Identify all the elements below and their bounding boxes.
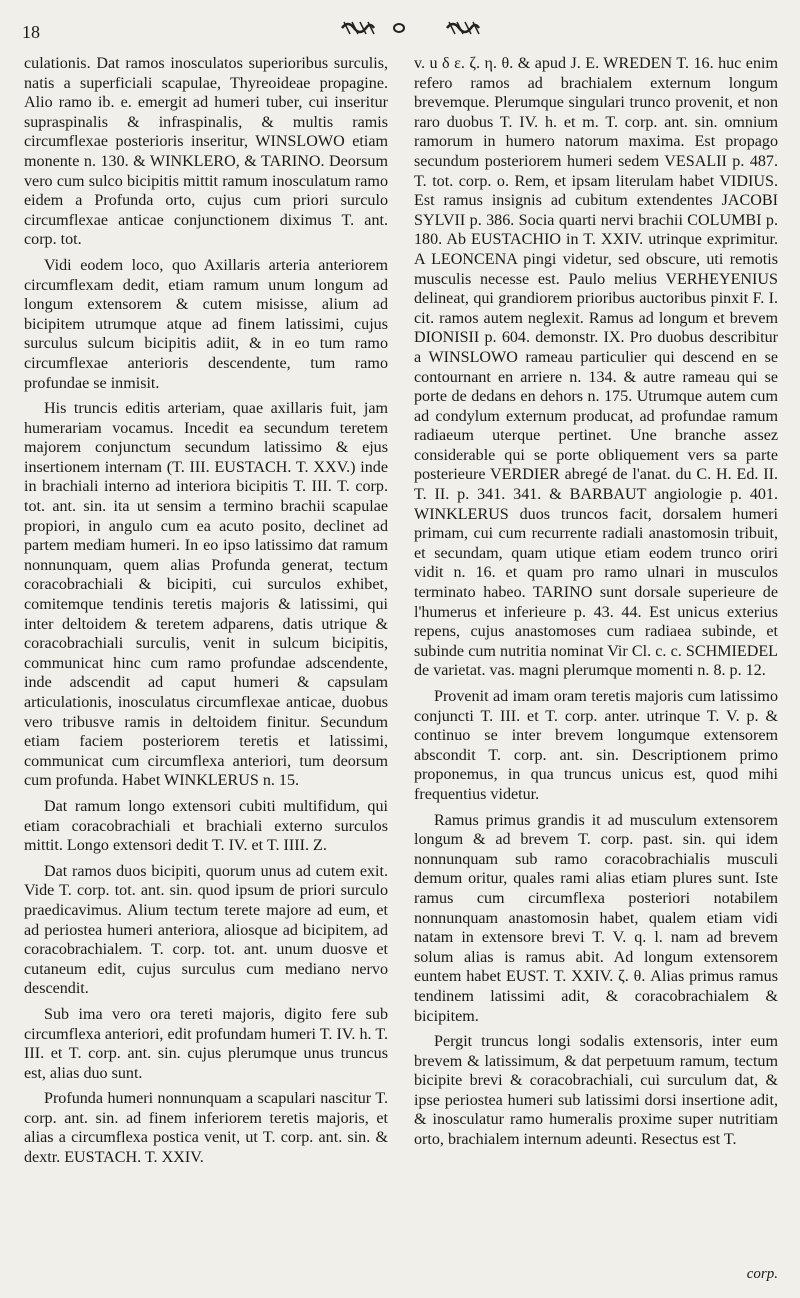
right-paragraph-2: Provenit ad imam oram teretis majoris cum latissimo conjuncti T. III. et T. corp. anter. utrinque T. V. p. & continuo se inter brevem longumque extensorem abscondit T. corp. ant. sin. Descriptionem primo proponemus, in qua truncus unicus est, quod mihi frequentius videtur. bbox=[414, 688, 778, 803]
right-paragraph-3: Ramus primus grandis it ad musculum extensorem longum & ad brevem T. corp. past. sin. qui idem nonnunquam sub ramo coracobrachialis musculi demum oritur, quales rami alias etiam plures sunt. Iste ramus cum circumflexa posteriori notabilem nonnunquam anastomosin habet, qualem etiam vidi natam in extensore brevi T. V. q. l. nam ad brevem solum alias is ramus abit. Ad longum extensorem euntem habet EUST. T. XXIV. ζ. θ. Alias primus ramus tendinem latissimi adit, & coracobrachialem & bicipitem. bbox=[414, 811, 778, 1025]
left-text-column bbox=[24, 54, 388, 1174]
right-text-column bbox=[414, 54, 778, 1156]
printer-ornament-center bbox=[392, 22, 406, 34]
catchword: corp. bbox=[746, 1266, 778, 1282]
left-paragraph-1: culationis. Dat ramos inosculatos superioribus surculis, natis a superficiali scapulae, Thyreoideae propagine. Alio ramo ib. e. emergit ad humeri tuber, cui inseritur supraspinalis & infraspinalis, & multis ramis circumflexae posterioris inseritur, WINSLOWO etiam monente n. 130. & WINKLERO, & TARINO. Deorsum vero cum sulco bicipitis mittit ramum inosculatum ramo eidem a Profunda orto, cujus cum priori surculo circumflexae anticae conjunctionem diximus T. ant. corp. tot. bbox=[24, 55, 388, 249]
left-paragraph-3: His truncis editis arteriam, quae axillaris fuit, jam humerariam vocamus. Incedit ea secundum teretem majorem conjunctum secundum latissimo & ejus insertionem internam (T. III. EUSTACH. T. XXV.) inde in brachiali interno ad interiora bicipitis T. III. T. corp. tot. ant. sin. ita ut sensim a termino brachii scapulae propiori, in angulo cum ea acuto posito, declinet ad partem mediam humeri. In eo ipso latissimo dat ramum nonnunquam, quem alias Profunda generat, tectum coracobrachiali & bicipiti, cui surculos exhibet, comitemque tendinis teretis majoris & latissimi, qui inter deltoidem & teretem adparens, datis utrique & coracobrachiali surculis, venit in sulcum bicipitis, communicat hinc cum ramo profundae adscendente, inde adscendit ad caput humeri & capsulam articulationis, inosculatus circumflexae anticae, duobus vero tribusve ramis in deltoidem finitur. Secundum etiam faciem posteriorem teretis et latissimi, communicat cum circumflexa anteriori, tum deorsum cum profunda. Habet WINKLERUS n. 15. bbox=[24, 400, 388, 790]
right-paragraph-4: Pergit truncus longi sodalis extensoris, inter eum brevem & latissimum, & dat perpetuum ramum, tectum bicipite brevi & coracobrachiali, cui surculum dat, & ipse periostea humeri sub latissimi dorsi insertione adit, & inosculatur ramo humeralis proxime super nutritiam orto, brachialem internum adeunti. Resectus est T. bbox=[414, 1033, 778, 1149]
left-paragraph-4: Dat ramum longo extensori cubiti multifidum, qui etiam coracobrachiali et brachiali externo surculos mittit. Longo extensori dedit T. IV. et T. IIII. Z. bbox=[24, 797, 388, 855]
printer-ornament-right bbox=[445, 18, 481, 38]
printer-ornament-left bbox=[340, 18, 376, 38]
left-paragraph-2: Vidi eodem loco, quo Axillaris arteria anteriorem circumflexam dedit, etiam ramum unum longum ad longum extensorem & cutem misisse, alium ad bicipitem utrumque atque ad finem latissimi, cujus surculus sulcum bicipitis adiit, & in eo tum ramo circumflexae anterioris descendente, tum ramo profundae se inmisit. bbox=[24, 256, 388, 392]
page-number: 18 bbox=[22, 22, 40, 42]
right-paragraph-1: v. u δ ε. ζ. η. θ. & apud J. E. WREDEN T. 16. huc enim refero ramos ad brachialem externum longum brevemque. Plerumque singulari trunco provenit, et non raro duobus T. IV. h. et m. T. corp. ant. sin. omnium ramorum in humero natorum maxima. Est propago secundum posteriorem humeri sedem VESALII p. 487. T. tot. corp. o. Rem, et ipsam literulam habet VIDIUS. Est ramus insignis ad cubitum extendentes JACOBI SYLVII p. 386. Socia quarti nervi brachii COLUMBI p. 180. Ab EUSTACHIO in T. XXIV. utrinque exprimitur. A LEONCENA pingi videtur, sed obscure, uti remotis musculis necesse est. Paulo melius VERHEYENIUS delineat, qui grandiorem prioribus auctoribus pinxit F. I. cit. ramos autem neglexit. Ramus ad longum et brevem DIONISII p. 604. demonstr. IX. Pro duobus describitur a WINSLOWO rameau particulier qui descend en se contournant en arriere n. 134. & autre rameau qui se porte de dedans en dehors n. 175. Utrumque autem cum ad condylum externum producat, ad profundae ramum radiaeum uterque pertinet. Une branche assez considerable qui se porte obliquement vers sa parte posterieure VERDIER abregé de l'anat. du C. H. Ed. II. T. II. p. 341. 341. & BARBAUT angiologie p. 401. WINKLERUS duos truncos facit, dorsalem humeri primam, cui cum recurrente radiali anastomosin tribuit, et secundam, quam utique etiam eodem trunco oriri vidit n. 16. et quam pro ramo ulnari in musculos terminato habeo. TARINO sunt dorsale superieure de l'humerus et inferieure p. 43. 44. Est unicus exterius repens, cujus anastomoses cum radiaea subinde, et subinde cum nutritia nominat Vir Cl. c. c. SCHMIEDEL de varietat. vas. magni plerumque momenti n. 8. p. 12. bbox=[414, 55, 778, 680]
left-paragraph-5: Dat ramos duos bicipiti, quorum unus ad cutem exit. Vide T. corp. tot. ant. sin. quod ipsum de priori surculo praedicavimus. Alium tectum terete majore ad eum, et ad periostea humeri anteriora, aliosque ad bicipitem, ad coracobrachialem. T. corp. tot. ant. unum duosve et cutaneum edit, cujus surculus cum mediano nervo descendit. bbox=[24, 862, 388, 998]
left-paragraph-6: Sub ima vero ora tereti majoris, digito fere sub circumflexa anteriori, edit profundam humeri T. IV. h. T. III. et T. corp. ant. sin. cujus plerumque unus truncus est, alias duo sunt. bbox=[24, 1005, 388, 1082]
left-paragraph-7: Profunda humeri nonnunquam a scapulari nascitur T. corp. ant. sin. ad finem inferiorem teretis majoris, et alias a circumflexa postica venit, ut T. corp. ant. sin. & dextr. EUSTACH. T. XXIV. bbox=[24, 1090, 388, 1167]
